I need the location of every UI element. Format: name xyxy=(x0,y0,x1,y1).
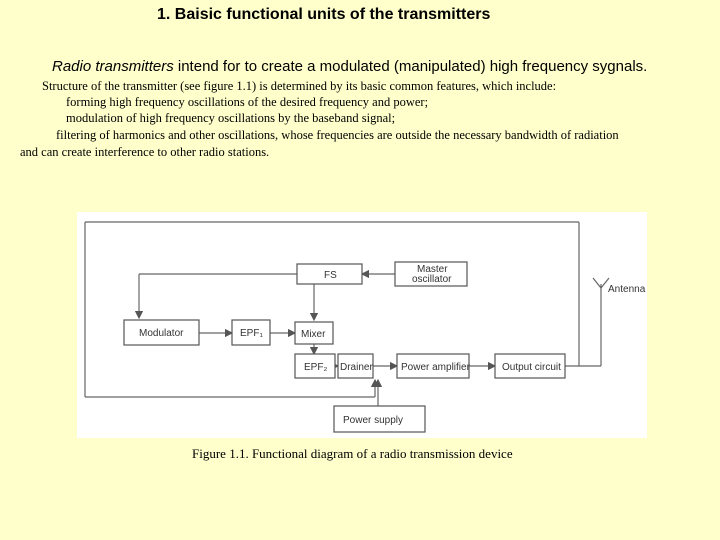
page-title: 1. Baisic functional units of the transmitters xyxy=(157,6,491,23)
paragraph-interference: and can create interference to other radio stations. xyxy=(20,145,270,159)
intro-rest: intend for to create a modulated (manipulated) high frequency sygnals. xyxy=(173,58,648,75)
figure-caption: Figure 1.1. Functional diagram of a radio transmission device xyxy=(192,446,513,461)
diagram-svg xyxy=(77,212,647,438)
paragraph-structure: Structure of the transmitter (see figure 1.1) is determined by its basic common features, which include: xyxy=(42,79,557,93)
mixer-label: Mixer xyxy=(301,329,326,340)
epf2-label: EPF₂ xyxy=(304,362,328,373)
modulator-label: Modulator xyxy=(139,328,184,339)
paragraph-filtering: filtering of harmonics and other oscillations, whose frequencies are outside the necessary bandwidth of radiation xyxy=(56,128,619,142)
epf1-label: EPF₁ xyxy=(240,328,263,339)
master-label-1: Master xyxy=(417,264,448,275)
paragraph-forming: forming high frequency oscillations of the desired frequency and power; xyxy=(66,95,429,109)
power-amplifier-label: Power amplifier xyxy=(401,362,470,373)
drainer-label: Drainer xyxy=(340,362,373,373)
intro-line xyxy=(52,58,647,75)
power-supply-label: Power supply xyxy=(343,415,404,426)
paragraph-modulation: modulation of high frequency oscillations by the baseband signal; xyxy=(66,111,396,125)
fs-label: FS xyxy=(324,270,337,281)
functional-diagram xyxy=(77,212,647,438)
master-label-2: oscillator xyxy=(412,274,452,285)
antenna-label: Antenna xyxy=(608,284,646,295)
intro-lead: Radio transmitters xyxy=(52,58,174,75)
output-circuit-label: Output circuit xyxy=(502,362,561,373)
